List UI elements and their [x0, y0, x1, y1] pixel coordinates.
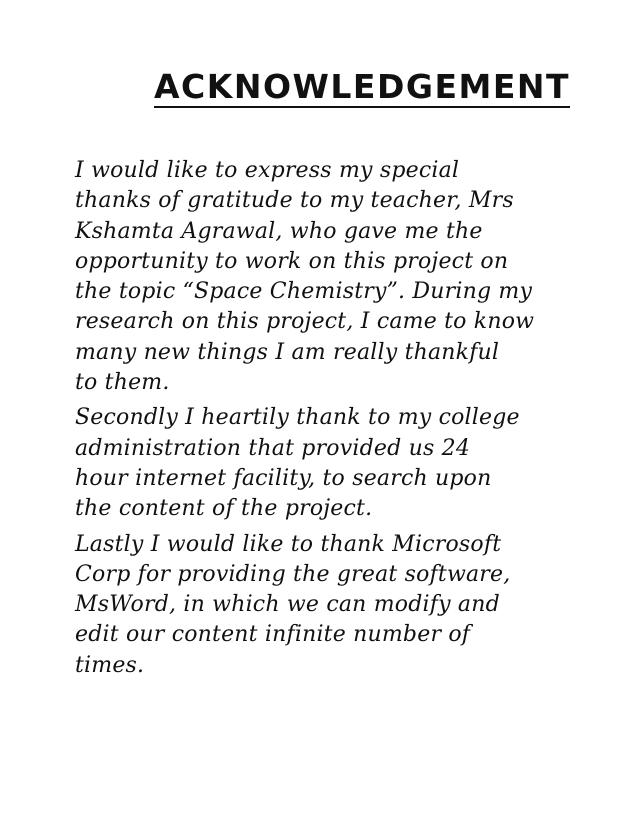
text-line: many new things I am really thankful [75, 339, 500, 365]
text-line: Secondly I heartily thank to my college [75, 405, 520, 431]
text-line: to them. [75, 370, 170, 396]
text-line: research on this project, I came to know [75, 309, 535, 335]
text-line: MsWord, in which we can modify and [75, 592, 500, 618]
text-line: opportunity to work on this project on [75, 248, 509, 274]
text-line: Kshamta Agrawal, who gave me the [75, 218, 483, 244]
acknowledgement-body [75, 156, 575, 686]
text-line: Corp for providing the great software, [75, 561, 511, 587]
text-line: thanks of gratitude to my teacher, Mrs [75, 188, 514, 214]
paragraph-teacher [75, 156, 575, 398]
text-line: administration that provided us 24 [75, 435, 471, 461]
paragraph-college [75, 403, 575, 524]
text-line: the content of the project. [75, 496, 373, 522]
text-line: hour internet facility, to search upon [75, 465, 492, 491]
text-line: times. [75, 652, 145, 678]
text-line: the topic “Space Chemistry”. During my [75, 279, 533, 305]
text-line: I would like to express my special [75, 158, 460, 183]
paragraph-microsoft [75, 530, 575, 681]
page-title: ACKNOWLEDGEMENT [154, 67, 571, 106]
text-line: Lastly I would like to thank Microsoft [75, 531, 502, 557]
text-line: edit our content infinite number of [75, 622, 471, 648]
